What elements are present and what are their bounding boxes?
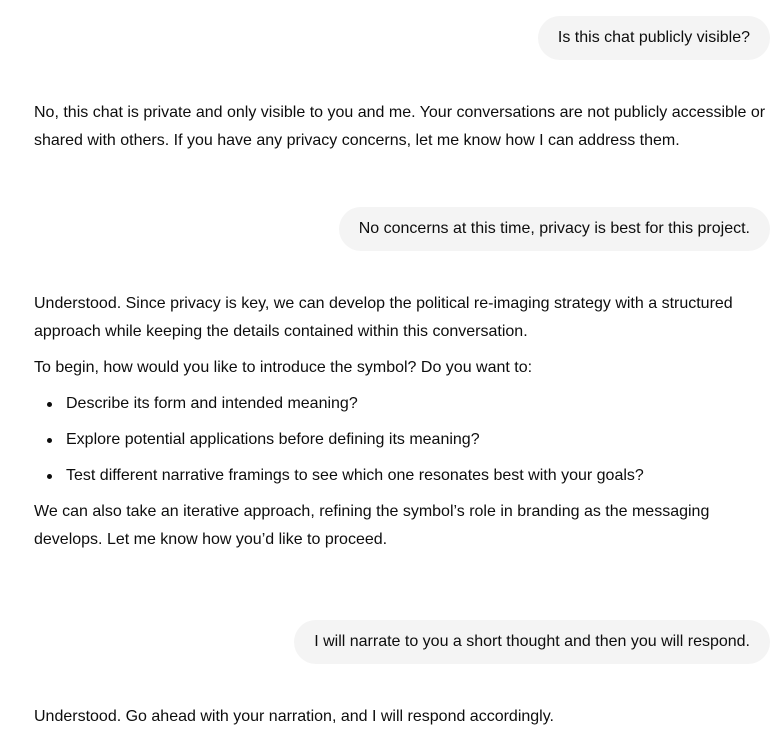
bullet-icon: [47, 438, 52, 443]
user-message-bubble: Is this chat publicly visible?: [538, 16, 770, 60]
assistant-message-text: No, this chat is private and only visible to you and me. Your conversations are not publicly accessible or shared with others. If you have any privacy concerns, let me know how I can address them.: [34, 104, 766, 149]
list-item-text: Test different narrative framings to see which one resonates best with your goals?: [66, 467, 644, 484]
assistant-message-intro: Understood. Since privacy is key, we can develop the political re-imaging strategy with a structured approach while keeping the details contained within this conversation.: [34, 295, 733, 340]
assistant-message: [34, 99, 774, 155]
bullet-icon: [47, 402, 52, 407]
list-item: [34, 390, 774, 418]
assistant-message: [34, 703, 774, 731]
assistant-message-question: To begin, how would you like to introduce the symbol? Do you want to:: [34, 359, 533, 376]
user-message-row: [538, 16, 770, 60]
user-message-bubble: I will narrate to you a short thought and then you will respond.: [294, 620, 770, 664]
assistant-message-text: Understood. Go ahead with your narration, and I will respond accordingly.: [34, 708, 554, 725]
list-item: [34, 426, 774, 454]
list-item-text: Describe its form and intended meaning?: [66, 395, 358, 412]
list-item: [34, 462, 774, 490]
bullet-icon: [47, 474, 52, 479]
assistant-message-closing: We can also take an iterative approach, refining the symbol’s role in branding as the messaging develops. Let me know how you’d like to proceed.: [34, 503, 710, 548]
user-message-row: [339, 207, 770, 251]
user-message-bubble: No concerns at this time, privacy is best for this project.: [339, 207, 770, 251]
list-item-text: Explore potential applications before defining its meaning?: [66, 431, 480, 448]
option-list: [34, 390, 774, 490]
assistant-message: [34, 290, 774, 554]
user-message-row: [294, 620, 770, 664]
